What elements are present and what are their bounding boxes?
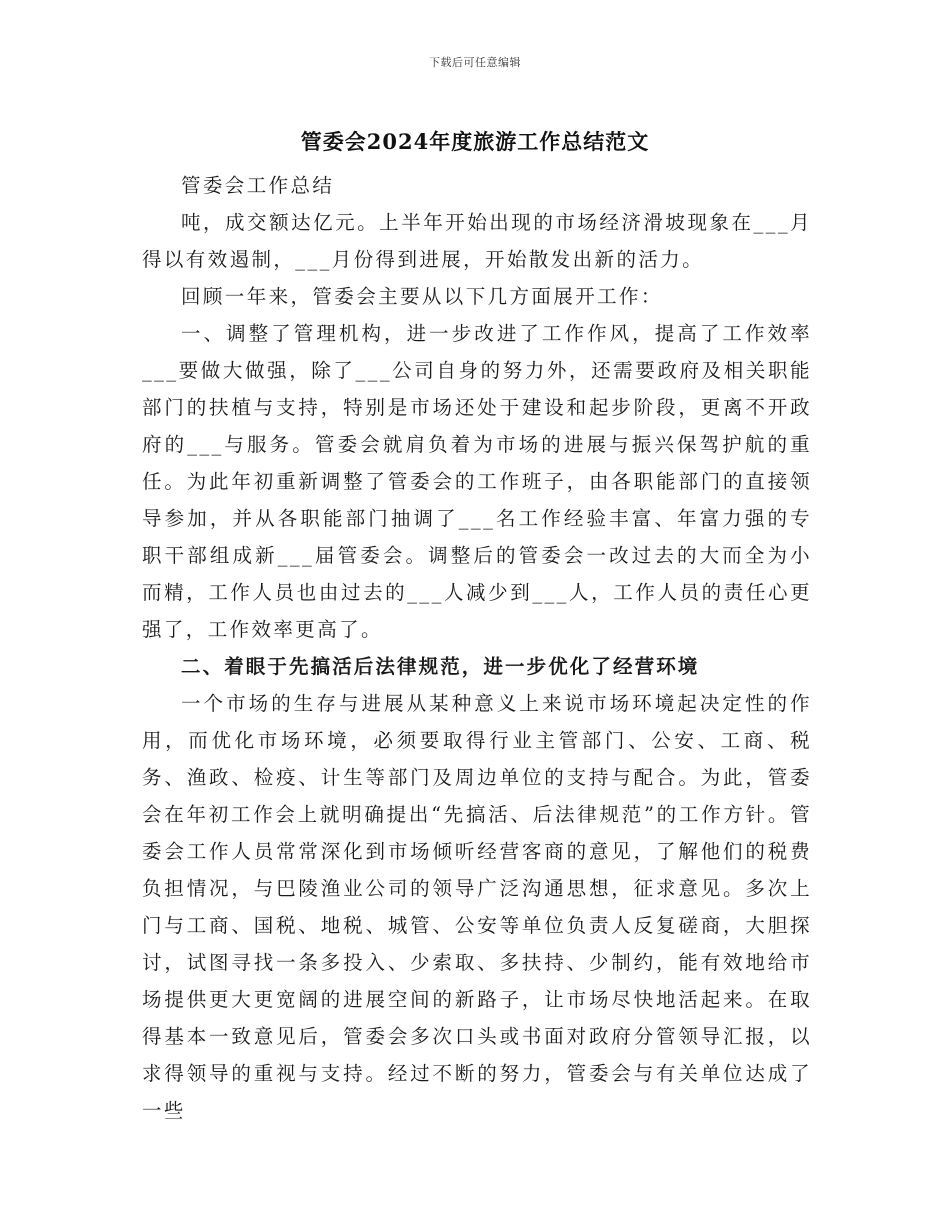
header-note: 下载后可任意编辑 [429,56,521,69]
paragraph-section-one: 一、调整了管理机构，进一步改进了工作作风，提高了工作效率___要做大做强，除了___公司自身的努力外，还需要政府及相关职能部门的扶植与支持，特别是市场还处于建设和起步阶段，更离不开政府的___与服务。管委会就肩负着为市场的进展与振兴保驾护航的重任。为此年初重新调整了管委会的工作班子，由各职能部门的直接领导参加，并从各职能部门抽调了___名工作经验丰富、年富力强的专职干部组成新___届管委会。调整后的管委会一改过去的大而全为小而精，工作人员也由过去的___人减少到___人，工作人员的责任心更强了，工作效率更高了。 [142,322,812,641]
document-title: 管委会2024年度旅游工作总结范文 [300,129,650,154]
section-label: 管委会工作总结 [181,174,335,197]
paragraph-market-summary: 吨，成交额达亿元。上半年开始出现的市场经济滑坡现象在___月得以有效遏制，___月份得到进展，开始散发出新的活力。 [142,211,812,271]
section-two-heading: 二、着眼于先搞活后法律规范，进一步优化了经营环境 [181,655,700,678]
document-body [142,167,812,1129]
paragraph-section-two: 一个市场的生存与进展从某种意义上来说市场环境起决定性的作用，而优化市场环境，必须要取得行业主管部门、公安、工商、税务、渔政、检疫、计生等部门及周边单位的支持与配合。为此，管委会在年初工作会上就明确提出“先搞活、后法律规范”的工作方针。管委会工作人员常常深化到市场倾听经营客商的意见，了解他们的税费负担情况，与巴陵渔业公司的领导广泛沟通思想，征求意见。多次上门与工商、国税、地税、城管、公安等单位负责人反复磋商，大胆探讨，试图寻找一条多投入、少索取、多扶持、少制约，能有效地给市场提供更大更宽阔的进展空间的新路子，让市场尽快地活起来。在取得基本一致意见后，管委会多次口头或书面对政府分管领导汇报，以求得领导的重视与支持。经过不断的努力，管委会与有关单位达成了一些 [142,692,812,1122]
paragraph-review-intro: 回顾一年来，管委会主要从以下几方面展开工作： [181,285,663,308]
